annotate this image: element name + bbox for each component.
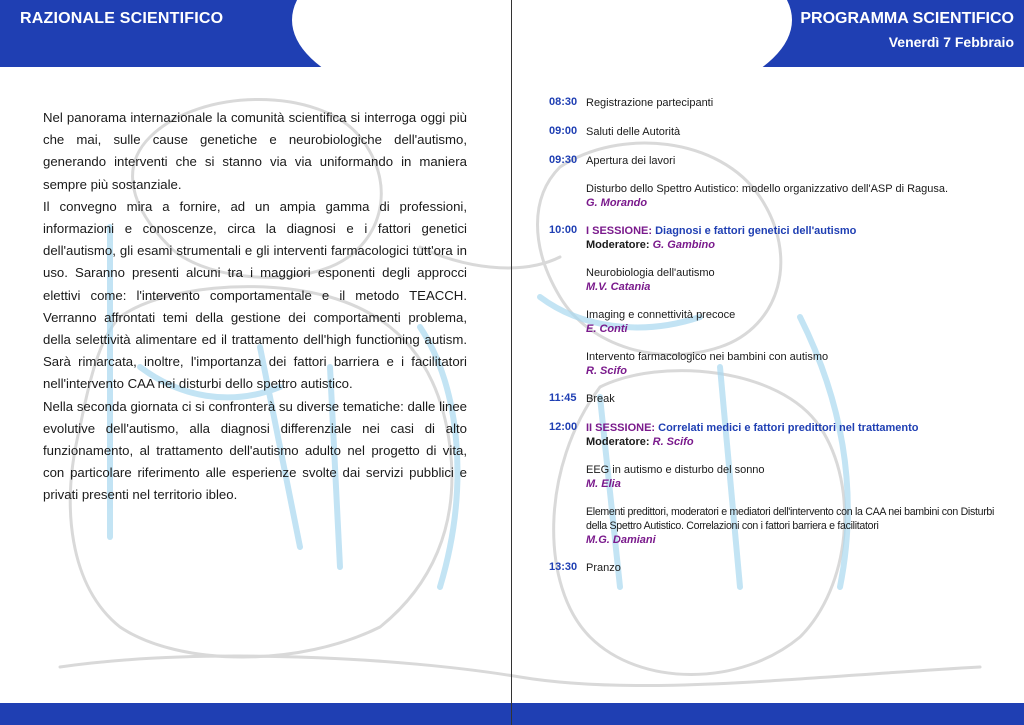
schedule-item [549, 266, 1004, 294]
talk-title: Imaging e connettività precoce [586, 309, 736, 321]
schedule-time: 11:45 [549, 392, 577, 404]
moderator-name: G. Gambino [652, 239, 715, 251]
schedule-time [549, 505, 586, 547]
session-item [549, 224, 1004, 252]
session-item [549, 421, 1004, 449]
talk-title: EEG in autismo e disturbo del sonno [586, 464, 765, 476]
rationale-section-title: RAZIONALE SCIENTIFICO [20, 10, 224, 27]
rationale-paragraph: Nella seconda giornata ci si confronterà su diverse tematiche: dalle linee evolutive dell'autismo, alla diagnosi differenziale nei casi di alto funzionamento, al trattamento dell'autismo adulto nel progetto di vita, con particolare riferimento alle esperienze svolte dai servizi pubblici e privati presenti nel territorio ibleo. [43, 398, 467, 503]
rationale-paragraph: Il convegno mira a fornire, ad un ampia gamma di professioni, informazioni e conoscenze, circa la diagnosi e i fattori genetici dell'autismo, gli esami strumentali e gli interventi farmacologici tutt'ora in uso. Saranno presenti alcuni tra i maggiori esponenti degli approcci elettivi come: l'intervento comportamentale e il metodo TEACCH. Verranno affrontati temi della gestione dei comportamenti problema, della selettività alimentare ed il trattamento dell'high functioning autism. Sarà rimarcata, inoltre, l'importanza dei fattori barriera e i facilitatori nell'intervento CAA nei disturbi dello spettro autistico. [43, 198, 467, 392]
schedule-text: Break [586, 393, 615, 405]
schedule-item [549, 308, 1004, 336]
session-title [586, 224, 1004, 238]
schedule-time [549, 350, 586, 378]
talk-title: Intervento farmacologico nei bambini con autismo [586, 351, 829, 363]
session-label: II SESSIONE: [586, 422, 656, 434]
program-section-title: PROGRAMMA SCIENTIFICO [800, 10, 1014, 27]
schedule-text: Registrazione partecipanti [586, 97, 714, 109]
session-name: Correlati medici e fattori predittori nel trattamento [658, 422, 919, 434]
talk-title: Neurobiologia dell'autismo [586, 267, 715, 279]
rationale-text [43, 107, 467, 507]
bottom-footer-bar [0, 703, 1024, 725]
schedule-text: Saluti delle Autorità [586, 126, 681, 138]
schedule-time [549, 266, 586, 294]
moderator-label: Moderatore: [586, 436, 650, 448]
program-section-header [800, 10, 1014, 50]
schedule-item [549, 350, 1004, 378]
schedule-text: Apertura dei lavori [586, 155, 676, 167]
header-arch-shape [292, 0, 792, 67]
speaker-name: E. Conti [586, 323, 628, 335]
schedule-time: 09:00 [549, 125, 578, 137]
schedule-item [549, 463, 1004, 491]
speaker-name: M.V. Catania [586, 281, 651, 293]
rationale-paragraph: Nel panorama internazionale la comunità scientifica si interroga oggi più che mai, sulle cause genetiche e neurobiologiche dell'autismo, generando interventi che si stanno via via uniformando in maniera sempre più sostanziale. [43, 110, 467, 192]
talk-title: Disturbo dello Spettro Autistico: modello organizzativo dell'ASP di Ragusa. [586, 183, 949, 195]
moderator-name: R. Scifo [652, 436, 694, 448]
program-schedule [549, 96, 1004, 575]
schedule-time [549, 182, 586, 210]
speaker-name: R. Scifo [586, 365, 627, 377]
moderator-line [586, 435, 1004, 449]
talk-title: Elementi predittori, moderatori e mediatori dell'intervento con la CAA nei bambini con Disturbi della Spettro Autistico. Correlazioni con i fattori barriera e facilitatori [586, 506, 995, 532]
moderator-label: Moderatore: [586, 239, 650, 251]
session-label: I SESSIONE: [586, 225, 653, 237]
schedule-time [549, 463, 586, 491]
speaker-name: G. Morando [586, 197, 648, 209]
schedule-item [549, 154, 1004, 168]
schedule-time: 09:30 [549, 154, 578, 166]
schedule-item [549, 505, 1004, 547]
schedule-time: 13:30 [549, 561, 578, 573]
session-title [586, 421, 1004, 435]
schedule-item [549, 561, 1004, 575]
page-fold-divider [511, 0, 512, 725]
schedule-time: 08:30 [549, 96, 578, 108]
schedule-item [549, 182, 1004, 210]
schedule-item [549, 96, 1004, 110]
moderator-line [586, 238, 1004, 252]
program-date: Venerdì 7 Febbraio [888, 34, 1014, 50]
schedule-time: 10:00 [549, 224, 578, 236]
schedule-item [549, 125, 1004, 139]
speaker-name: M. Elia [586, 478, 621, 490]
schedule-item [549, 392, 1004, 406]
speaker-name: M.G. Damiani [586, 534, 656, 546]
schedule-time: 12:00 [549, 421, 578, 433]
schedule-time [549, 308, 586, 336]
session-name: Diagnosi e fattori genetici dell'autismo [655, 225, 857, 237]
schedule-text: Pranzo [586, 562, 621, 574]
